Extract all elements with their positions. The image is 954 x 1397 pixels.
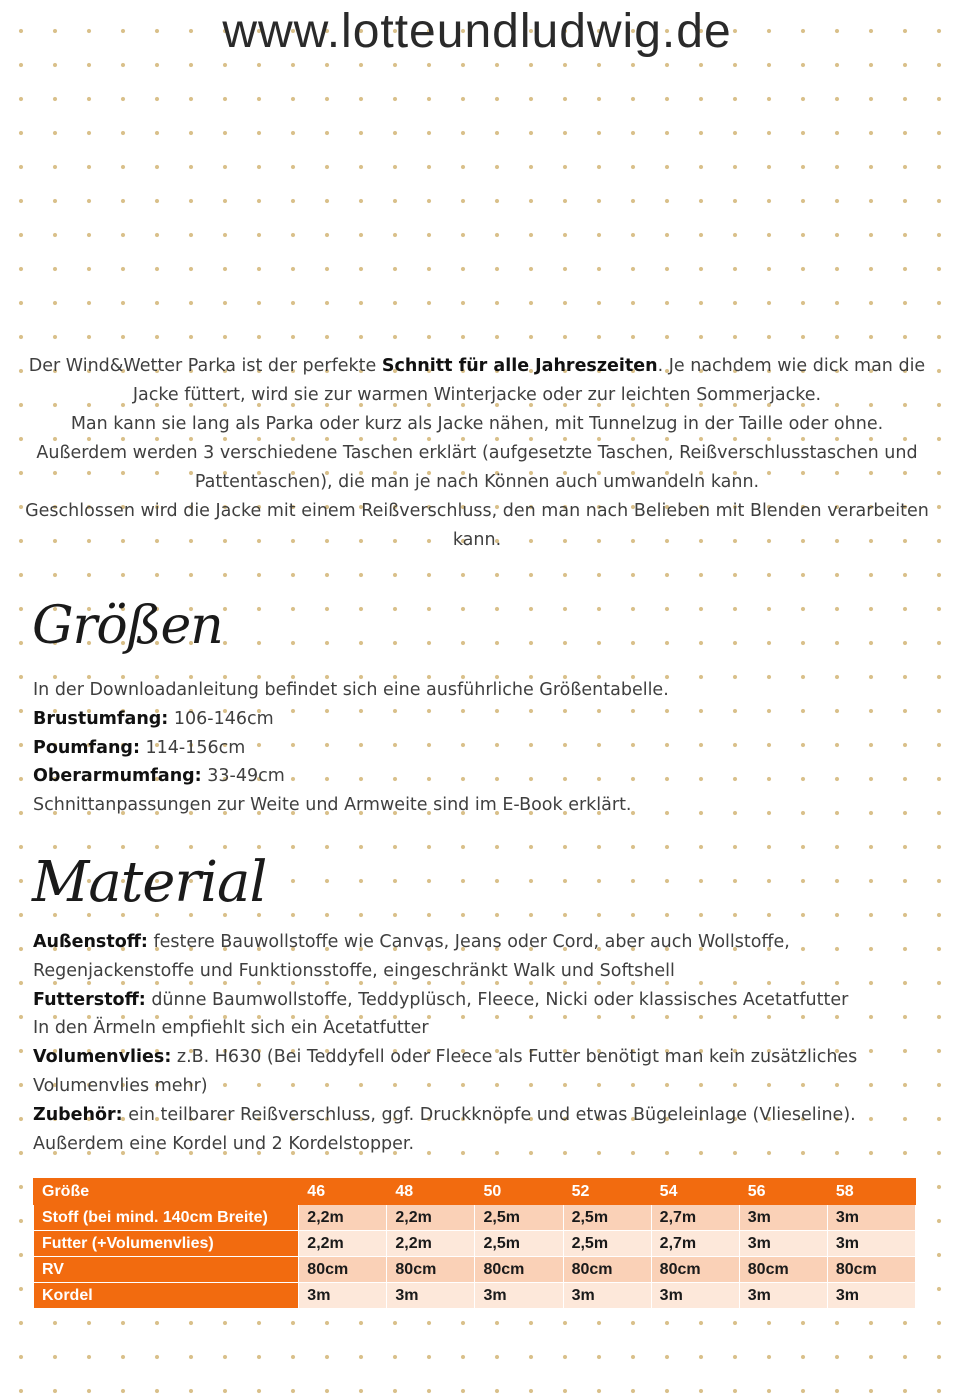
table-cell: 80cm (299, 1257, 387, 1283)
chest-measurement: Brustumfang: 106-146cm (33, 708, 274, 729)
table-header-cell: 52 (563, 1179, 651, 1205)
table-cell: 80cm (475, 1257, 563, 1283)
table-cell: 3m (387, 1283, 475, 1309)
sizes-note: Schnittanpassungen zur Weite und Armweite sind im E-Book erklärt. (33, 795, 632, 816)
table-cell: 2,2m (299, 1231, 387, 1257)
sizes-section (33, 676, 913, 820)
table-header-cell: 50 (475, 1179, 563, 1205)
table-cell: 3m (827, 1231, 915, 1257)
row-label: Stoff (bei mind. 140cm Breite) (34, 1205, 299, 1231)
sizes-heading: Größen (32, 596, 223, 656)
table-row (34, 1283, 916, 1309)
table-cell: 3m (739, 1231, 827, 1257)
table-cell: 3m (827, 1205, 915, 1231)
intro-paragraph-4: Geschlossen wird die Jacke mit einem Reißverschluss, den man nach Belieben mit Blenden verarbeiten kann. (25, 501, 929, 550)
volume-fleece: Volumenvlies: z.B. H630 (Bei Teddyfell oder Fleece als Futter benötigt man kein zusätzliches Volumenvlies mehr) (33, 1047, 858, 1096)
table-header-row (34, 1179, 916, 1205)
table-cell: 3m (739, 1205, 827, 1231)
table-row (34, 1205, 916, 1231)
table-cell: 80cm (387, 1257, 475, 1283)
table-cell: 3m (739, 1283, 827, 1309)
table-header-cell: 58 (827, 1179, 915, 1205)
table-cell: 2,5m (475, 1205, 563, 1231)
table-cell: 2,5m (475, 1231, 563, 1257)
sizes-intro: In der Downloadanleitung befindet sich eine ausführliche Größentabelle. (33, 680, 669, 700)
site-url: www.lotteundludwig.de (222, 5, 732, 58)
intro-paragraph-3: Außerdem werden 3 verschiedene Taschen erklärt (aufgesetzte Taschen, Reißverschlusstaschen und Pattentaschen), die man je nach Können auch umwandeln kann. (36, 443, 918, 492)
table-cell: 2,7m (651, 1205, 739, 1231)
table-cell: 2,5m (563, 1231, 651, 1257)
table-header-cell: 56 (739, 1179, 827, 1205)
table-cell: 80cm (651, 1257, 739, 1283)
row-label: Kordel (34, 1283, 299, 1309)
row-label: RV (34, 1257, 299, 1283)
accessories-note: Außerdem eine Kordel und 2 Kordelstopper. (33, 1133, 415, 1154)
material-heading: Material (32, 850, 267, 915)
table-cell: 2,5m (563, 1205, 651, 1231)
table-cell: 3m (563, 1283, 651, 1309)
table-row (34, 1231, 916, 1257)
intro-paragraph-1: Der Wind&Wetter Parka ist der perfekte Schnitt für alle Jahreszeiten. Je nachdem wie dick man die Jacke füttert, wird sie zur warmen Winterjacke oder zur leichten Sommerjacke. (28, 356, 926, 405)
table-cell: 3m (651, 1283, 739, 1309)
hip-measurement: Poumfang: 114-156cm (33, 737, 246, 758)
table-row (34, 1257, 916, 1283)
table-cell: 3m (475, 1283, 563, 1309)
table-cell: 80cm (827, 1257, 915, 1283)
table-cell: 3m (299, 1283, 387, 1309)
material-section (33, 928, 913, 1158)
accessories: Zubehör: ein teilbarer Reißverschluss, ggf. Druckknöpfe und etwas Bügeleinlage (Vlieseline). (33, 1104, 856, 1125)
table-cell: 2,2m (299, 1205, 387, 1231)
table-header-cell: Größe (34, 1179, 299, 1205)
table-cell: 3m (827, 1283, 915, 1309)
table-header-cell: 46 (299, 1179, 387, 1205)
fabric-requirements-table (33, 1178, 916, 1309)
outer-fabric: Außenstoff: festere Bauwollstoffe wie Canvas, Jeans oder Cord, aber auch Wollstoffe, Regenjackenstoffe und Funktionsstoffe, eingeschränkt Walk und Softshell (33, 932, 790, 981)
table-cell: 2,2m (387, 1231, 475, 1257)
table-cell: 80cm (739, 1257, 827, 1283)
table-header-cell: 54 (651, 1179, 739, 1205)
lining-note: In den Ärmeln empfiehlt sich ein Acetatfutter (33, 1018, 429, 1039)
table-cell: 2,2m (387, 1205, 475, 1231)
arm-measurement: Oberarmumfang: 33-49cm (33, 766, 285, 787)
table-header-cell: 48 (387, 1179, 475, 1205)
row-label: Futter (+Volumenvlies) (34, 1231, 299, 1257)
table-cell: 2,7m (651, 1231, 739, 1257)
table-cell: 80cm (563, 1257, 651, 1283)
lining-fabric: Futterstoff: dünne Baumwollstoffe, Teddyplüsch, Fleece, Nicki oder klassisches Acetatfutter (33, 989, 849, 1010)
intro-paragraph-2: Man kann sie lang als Parka oder kurz als Jacke nähen, mit Tunnelzug in der Taille oder ohne. (70, 414, 884, 434)
intro-text (20, 352, 934, 555)
